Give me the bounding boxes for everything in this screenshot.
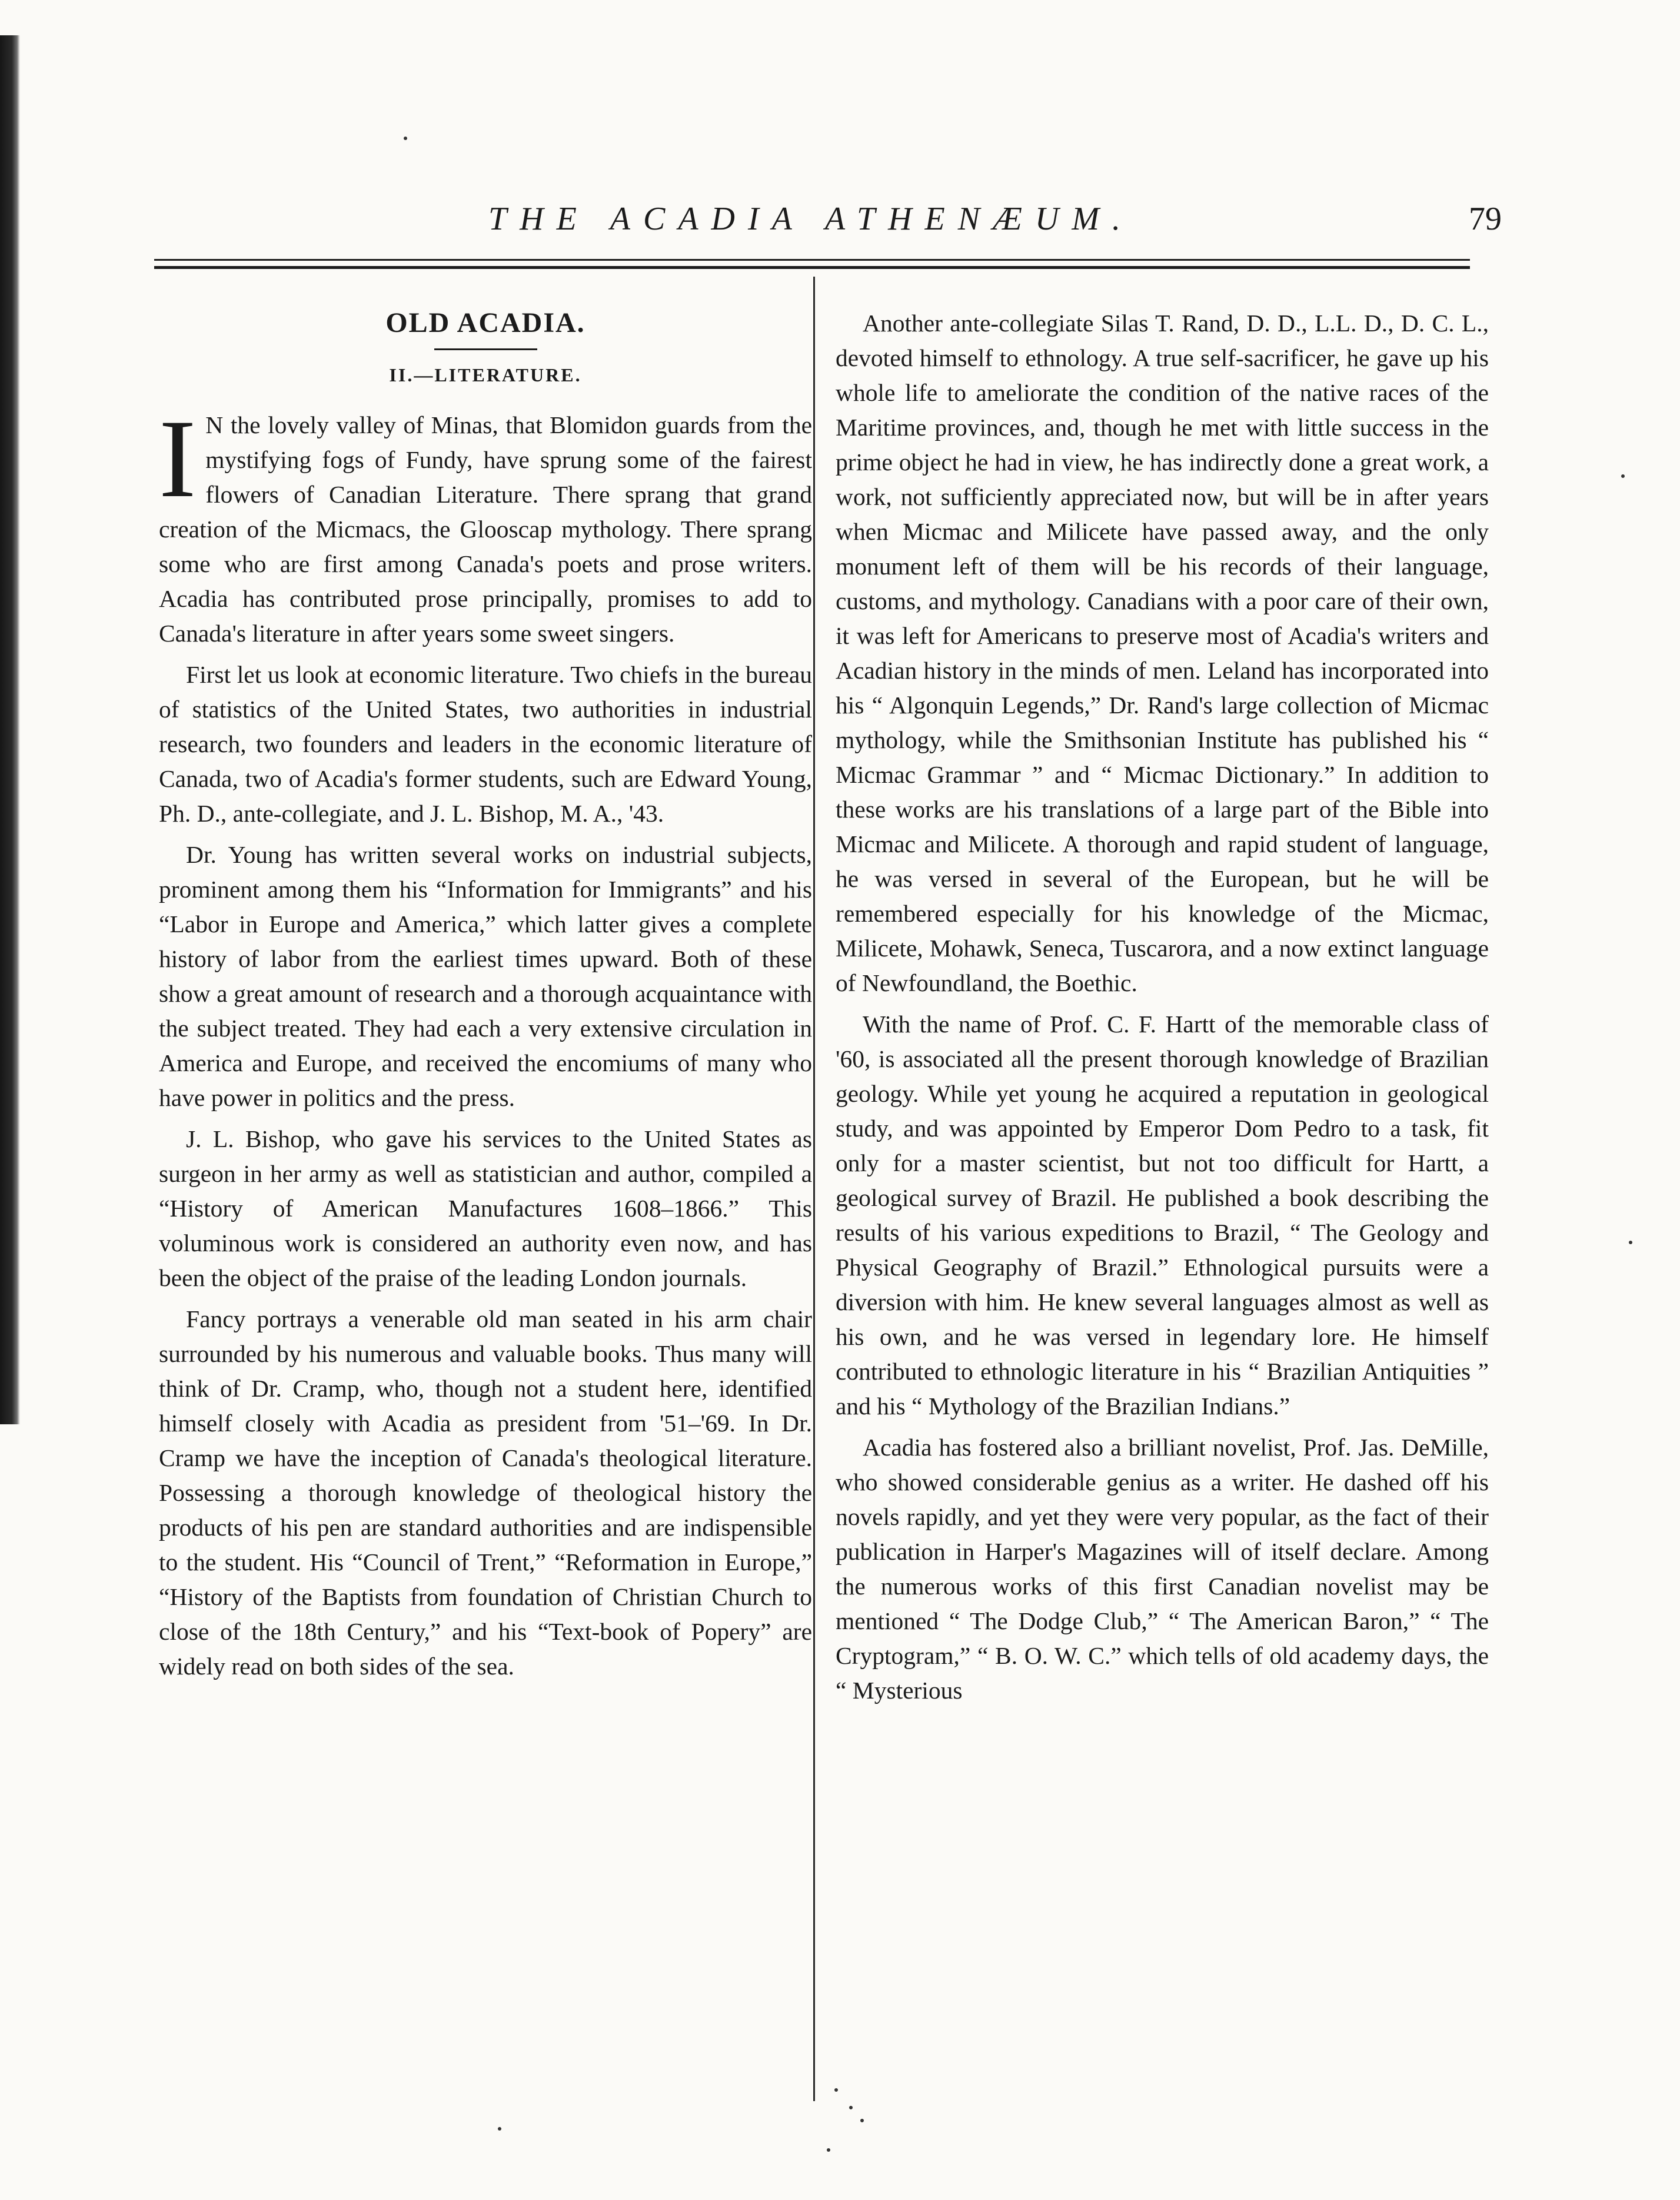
title-rule [434,348,537,350]
article-title: OLD ACADIA. [385,307,585,338]
drop-cap: I [159,397,197,521]
left-column [159,306,812,1690]
paragraph-8: Acadia has fostered also a brilliant novelist, Prof. Jas. DeMille, who showed considerable genius as a writer. He dashed off his novels rapidly, and yet they were very popular, as the fact of their publication in Harper's Magazines will of itself declare. Among the numerous works of this first Canadian novelist may be mentioned “ The Dodge Club,” “ The American Baron,” “ The Cryptogram,” “ B. O. W. C.” which tells of old academy days, the “ Mysterious [836,1434,1489,1704]
page-number: 79 [1469,201,1502,237]
paragraph-1-text: N the lovely valley of Minas, that Blomidon guards from the mystifying fogs of Fundy, have sprung some of the fairest flowers of Canadian Literature. There sprang that grand creation of the Micmacs, the Glooscap mythology. There sprang some who are first among Canada's poets and prose writers. Acadia has contributed prose principally, promises to add to Canada's literature in after years some sweet singers. [159,411,812,647]
section-heading: II.—LITERATURE. [389,364,582,386]
paragraph-4: J. L. Bishop, who gave his services to the United States as surgeon in her army as well as statistician and author, compiled a “History of American Manufactures 1608–1866.” This voluminous work is considered an authority even now, and has been the object of the praise of the leading London journals. [159,1125,812,1291]
running-head: THE ACADIA ATHENÆUM. [488,201,1133,237]
paragraph-6: Another ante-collegiate Silas T. Rand, D. D., L.L. D., D. C. L., devoted himself to ethnology. A true self-sacrificer, he gave up his whole life to ameliorate the condition of the native races of the Maritime provinces, and, though he met with little success in the prime object he had in view, he has indirectly done a great work, a work, not sufficiently appreciated now, but will be in after years when Micmac and Milicete have passed away, and the only monument left of them will be his records of their language, customs, and mythology. Canadians with a poor care of their own, it was left for Americans to preserve most of Acadia's writers and Acadian history in the minds of men. Leland has incorporated into his “ Algonquin Legends,” Dr. Rand's large collection of Micmac mythology, while the Smithsonian Institute has published his “ Micmac Grammar ” and “ Micmac Dictionary.” In addition to these works are his translations of a large part of the Bible into Micmac and Milicete. A thorough and rapid student of language, he was versed in several of the European, but he will be remembered especially for his knowledge of the Micmac, Milicete, Mohawk, Seneca, Tuscarora, and a now extinct language of Newfoundland, the Boethic. [836,310,1489,996]
paragraph-7: With the name of Prof. C. F. Hartt of the memorable class of '60, is associated all the present thorough knowledge of Brazilian geology. While yet young he acquired a reputation in geological study, and was appointed by Emperor Dom Pedro to a task, fit only for a master scientist, but not too difficult for Hartt, a geological survey of Brazil. He published a book describing the results of his various expeditions to Brazil, “ The Geology and Physical Geography of Brazil.” Ethnological pursuits were a diversion with him. He knew several languages almost as well as his own, and he was versed in legendary lore. He himself contributed to ethnologic literature in his “ Brazilian Antiquities ” and his “ Mythology of the Brazilian Indians.” [836,1011,1489,1420]
print-speck [498,2127,501,2131]
print-speck [404,137,407,140]
paragraph-3: Dr. Young has written several works on industrial subjects, prominent among them his “Information for Immigrants” and his “Labor in Europe and America,” which latter gives a complete history of labor from the earliest times upward. Both of these show a great amount of research and a thorough acquaintance with the subject treated. They had each a very extensive circulation in America and Europe, and received the encomiums of many who have power in politics and the press. [159,841,812,1111]
print-speck [1629,1241,1632,1244]
print-speck [1621,474,1625,478]
paragraph-2: First let us look at economic literature. Two chiefs in the bureau of statistics of the United States, two authorities in industrial research, two founders and leaders in the economic literature of Canada, two of Acadia's former students, such are Edward Young, Ph. D., ante-collegiate, and J. L. Bishop, M. A., '43. [159,661,812,827]
header-rule-bottom [154,266,1470,269]
header-rule-top [154,259,1470,261]
right-column [836,306,1489,1714]
print-speck [834,2088,838,2092]
binding-edge [0,35,20,1424]
paragraph-5: Fancy portrays a venerable old man seated in his arm chair surrounded by his numerous and valuable books. Thus many will think of Dr. Cramp, who, though not a student here, identified himself closely with Acadia as president from '51–'69. In Dr. Cramp we have the inception of Canada's theological literature. Possessing a thorough knowledge of theological history the products of his pen are standard authorities and are indispensible to the student. His “Council of Trent,” “Reformation in Europe,” “History of the Baptists from foundation of Christian Church to close of the 18th Century,” and his “Text-book of Popery” are widely read on both sides of the sea. [159,1305,812,1680]
print-speck [827,2148,830,2152]
print-speck [860,2119,864,2122]
print-speck [849,2106,853,2109]
paragraph-1 [159,397,812,651]
column-divider [813,277,815,2101]
